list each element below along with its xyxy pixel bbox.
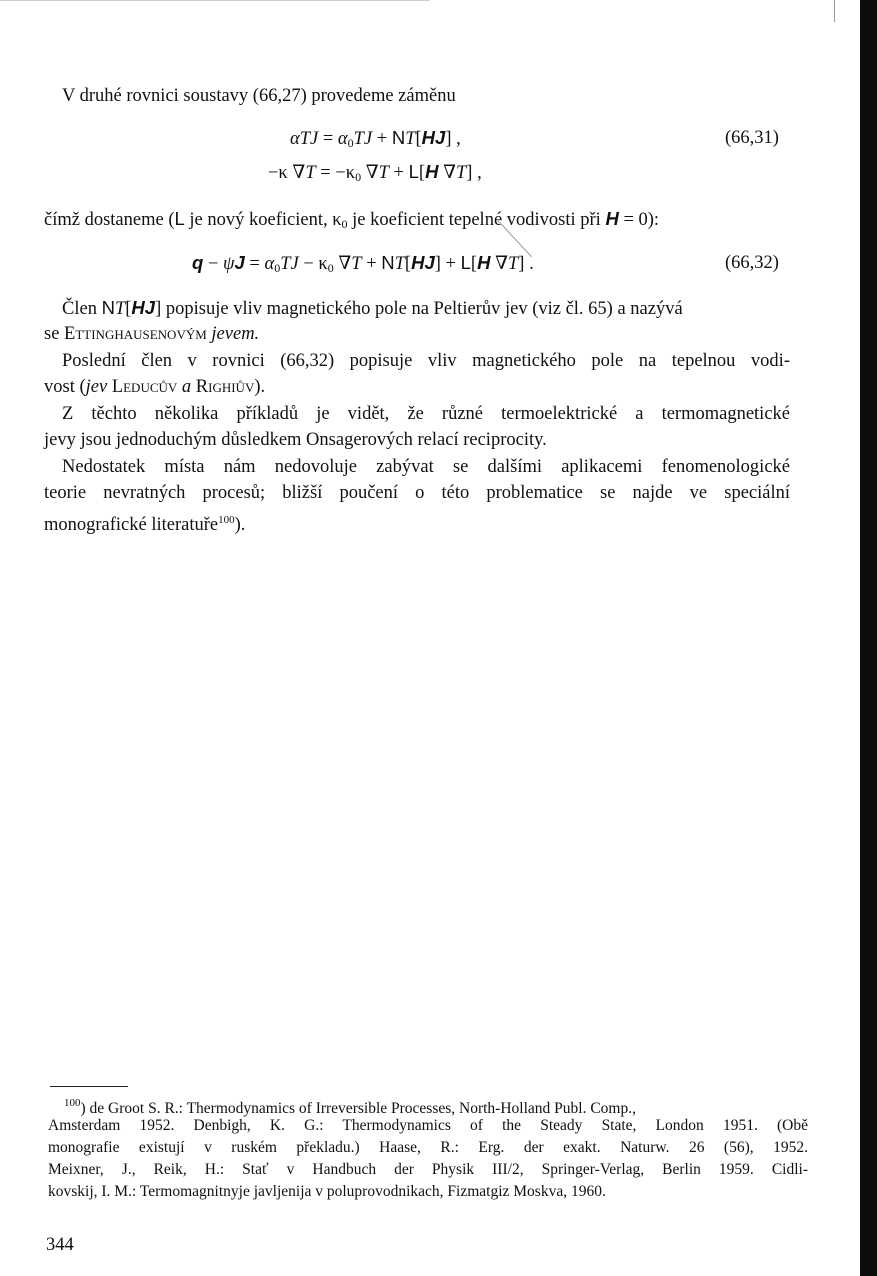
para6-line3 — [44, 508, 245, 537]
para5-line1: Z těchto několika příkladů je vidět, že různé termoelektrické a termomagnetické — [62, 404, 790, 424]
para6-line3-text: monografické literatuře — [44, 515, 219, 535]
para4-line1: Poslední člen v rovnici (66,32) popisuje vliv magnetického pole na tepelnou vodi- — [62, 351, 790, 371]
para3-line2-jevem: jevem. — [211, 324, 260, 344]
para4-line2-a: a — [181, 377, 192, 397]
ettinghausen-name: Ettinghausenovým — [64, 324, 207, 344]
equation-66-31-row2 — [268, 160, 482, 189]
scan-dark-edge — [860, 0, 877, 1276]
para3-line2-start: se — [44, 324, 60, 344]
footnote-line2: Amsterdam 1952. Denbigh, K. G.: Thermodynamics of the Steady State, London 1951. (Obě — [48, 1117, 808, 1134]
footnote-line4: Meixner, J., Reik, H.: Stať v Handbuch der Physik III/2, Springer-Verlag, Berlin 1959. Cidli- — [48, 1161, 808, 1178]
scan-edge-mark — [834, 0, 835, 22]
footnote-rule — [50, 1086, 128, 1087]
footnote-line3: monografie existují v ruském překladu.) Haase, R.: Erg. der exakt. Naturw. 26 (56), 1952. — [48, 1139, 808, 1156]
page-number: 344 — [46, 1235, 74, 1255]
equation-66-32-math: $q - \psi J = \alpha_0TJ - \kappa_0$ ∇T + NT[HJ] + L[H ∇T] . — [192, 252, 534, 275]
scan-edge-top — [0, 0, 430, 1]
footnote-line5: kovskij, I. M.: Termomagnitnyje javljenija v poluprovodnikach, Fizmatgiz Moskva, 1960. — [48, 1183, 606, 1200]
equation-66-32-label: (66,32) — [725, 253, 779, 273]
para6-line3-end: ). — [234, 515, 246, 535]
para4-line2-end: ). — [254, 377, 266, 397]
para4-line2 — [44, 375, 265, 399]
equation-66-31-row2-math: −κ $\nabla T = -\kappa_0$ ∇T + L[H ∇T] , — [268, 161, 482, 184]
para3-line1-rest: popisuje vliv magnetického pole na Peltierův jev (viz čl. 65) a nazývá — [165, 299, 683, 319]
footnote-marker: 100 — [64, 1097, 81, 1109]
righi-name: Righiův — [195, 377, 255, 397]
para6-line2: teorie nevratných procesů; bližší poučení o této problematice se najde ve speciální — [44, 483, 790, 503]
equation-66-31-row1 — [290, 126, 461, 155]
para5-line2: jevy jsou jednoduchým důsledkem Onsagerových relací reciprocity. — [44, 430, 547, 450]
equation-66-31-label: (66,31) — [725, 128, 779, 148]
para3-line1-start: Člen — [62, 299, 97, 319]
equation-66-31-row1-math: $\alpha TJ = \alpha_0TJ + NT[HJ]$ , — [290, 127, 461, 150]
para3-line2 — [44, 322, 259, 346]
footnote-line1-text: ) de Groot S. R.: Thermodynamics of Irreversible Processes, North-Holland Publ. Comp., — [80, 1100, 636, 1117]
leduc-name: Leducův — [111, 377, 178, 397]
footnote-ref-100: 100 — [218, 514, 235, 526]
para4-line2-vost: vost ( — [44, 377, 86, 397]
para6-line1: Nedostatek místa nám nedovoluje zabývat se dalšími aplikacemi fenomenologické — [62, 457, 790, 477]
para2-line1: čímž dostaneme (L je nový koeficient, $\kappa_0$ je koeficient tepelné vodivosti při H = 0): — [44, 208, 660, 231]
para1-line1: V druhé rovnici soustavy (66,27) provedeme záměnu — [62, 86, 456, 106]
para4-line2-jev: jev — [85, 377, 108, 397]
para3-line1: Člen NT[HJ] popisuje vliv magnetického pole na Peltierův jev (viz čl. 65) a nazývá — [62, 297, 683, 319]
equation-66-32 — [192, 251, 534, 280]
